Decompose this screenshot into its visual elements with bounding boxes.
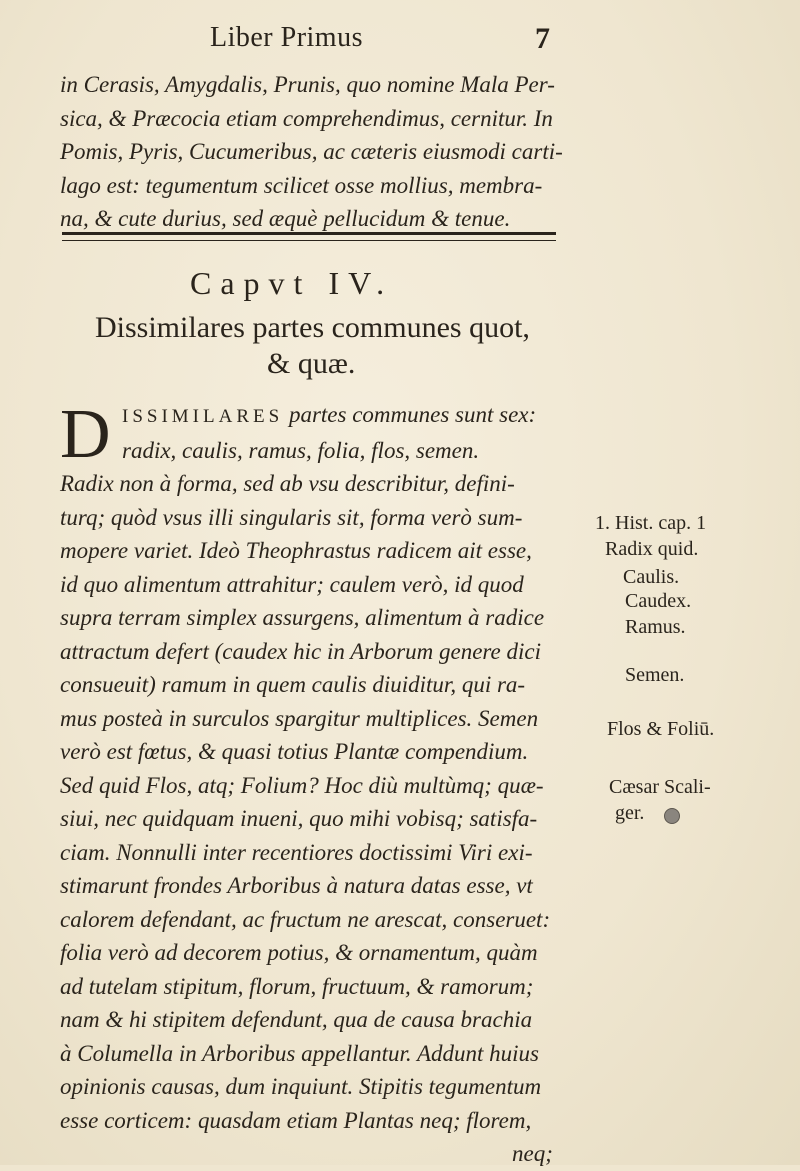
small-caps-lead: ISSIMILARES — [122, 406, 284, 427]
subtitle-line: Dissimilares partes communes quot, — [95, 311, 530, 344]
text-line: folia verò ad decorem potius, & ornamentum, quàm — [60, 940, 538, 965]
text-line: mopere variet. Ideò Theophrastus radicem ait esse, — [60, 538, 532, 563]
margin-note: Ramus. — [625, 616, 686, 638]
text-line: ciam. Nonnulli inter recentiores doctissimi Viri exi- — [60, 839, 533, 865]
text-line: à Columella in Arboribus appellantur. Addunt huius — [60, 1040, 539, 1066]
text-line: Pomis, Pyris, Cucumeribus, ac cæteris eiusmodi carti- — [60, 139, 563, 164]
running-title: Liber Primus — [210, 22, 363, 53]
text-line: id quo alimentum attrahitur; caulem verò, id quod — [60, 571, 524, 597]
text-line: mus posteà in surculos spargitur multiplices. Semen — [60, 705, 539, 731]
text-line: lago est: tegumentum scilicet osse mollius, membra- — [60, 172, 543, 198]
text-line: opinionis causas, dum inquiunt. Stipitis tegumentum — [60, 1074, 542, 1099]
top-paragraph — [60, 68, 600, 236]
subtitle-line: & quæ. — [267, 347, 356, 380]
margin-note: Cæsar Scali- — [609, 776, 711, 798]
text-line: supra terram simplex assurgens, alimentum à radice — [60, 605, 545, 630]
text-line: ad tutelam stipitum, florum, fructuum, & ramorum; — [60, 973, 534, 999]
text-line: sica, & Præcocia etiam comprehendimus, cernitur. In — [60, 105, 553, 131]
text-line: stimarunt frondes Arboribus à natura datas esse, vt — [60, 873, 533, 898]
text-line: radix, caulis, ramus, folia, flos, semen. — [122, 437, 480, 463]
text-line: esse corticem: quasdam etiam Plantas neq; florem, — [60, 1107, 532, 1133]
margin-note: Flos & Foliū. — [607, 718, 715, 740]
drop-cap: D — [60, 396, 111, 473]
text-line: consueuit) ramum in quem caulis diuiditur, qui ra- — [60, 672, 526, 697]
text-line: calorem defendant, ac fructum ne arescat, conseruet: — [60, 906, 551, 932]
text-line: verò est fœtus, & quasi totius Plantæ compendium. — [60, 739, 529, 764]
page-number: 7 — [535, 22, 550, 55]
text-line: na, & cute durius, sed æquè pellucidum & tenue. — [60, 206, 511, 231]
margin-note: Caulis. — [623, 566, 680, 588]
chapter-subtitle — [95, 310, 595, 382]
margin-note: ger. — [615, 802, 645, 824]
text-line: attractum defert (caudex hic in Arborum genere dici — [60, 638, 541, 664]
ink-blot — [664, 808, 680, 824]
text-line: in Cerasis, Amygdalis, Prunis, quo nomine Mala Per- — [60, 72, 555, 97]
margin-note: Radix quid. — [605, 538, 699, 560]
margin-note: Semen. — [625, 664, 685, 686]
margin-note: Caudex. — [625, 590, 692, 612]
first-line-rest: partes communes sunt sex: — [288, 402, 537, 427]
text-line: siui, nec quidquam inueni, quo mihi vobisq; satisfa- — [60, 806, 538, 831]
running-header — [0, 22, 800, 62]
divider-rule-thin — [62, 240, 556, 241]
divider-rule — [62, 232, 556, 235]
body-paragraph — [60, 398, 600, 1171]
text-line: turq; quòd vsus illi singularis sit, forma verò sum- — [60, 504, 523, 530]
margin-note: 1. Hist. cap. 1 — [595, 512, 707, 534]
text-line: Sed quid Flos, atq; Folium? Hoc diù multùmq; quæ- — [60, 772, 544, 798]
text-line: Radix non à forma, sed ab vsu describitur, defini- — [60, 471, 515, 496]
catchword: neq; — [512, 1141, 553, 1166]
text-line — [60, 398, 600, 434]
chapter-heading: Capvt IV. — [190, 265, 394, 301]
text-line: nam & hi stipitem defendunt, qua de causa brachia — [60, 1007, 533, 1032]
